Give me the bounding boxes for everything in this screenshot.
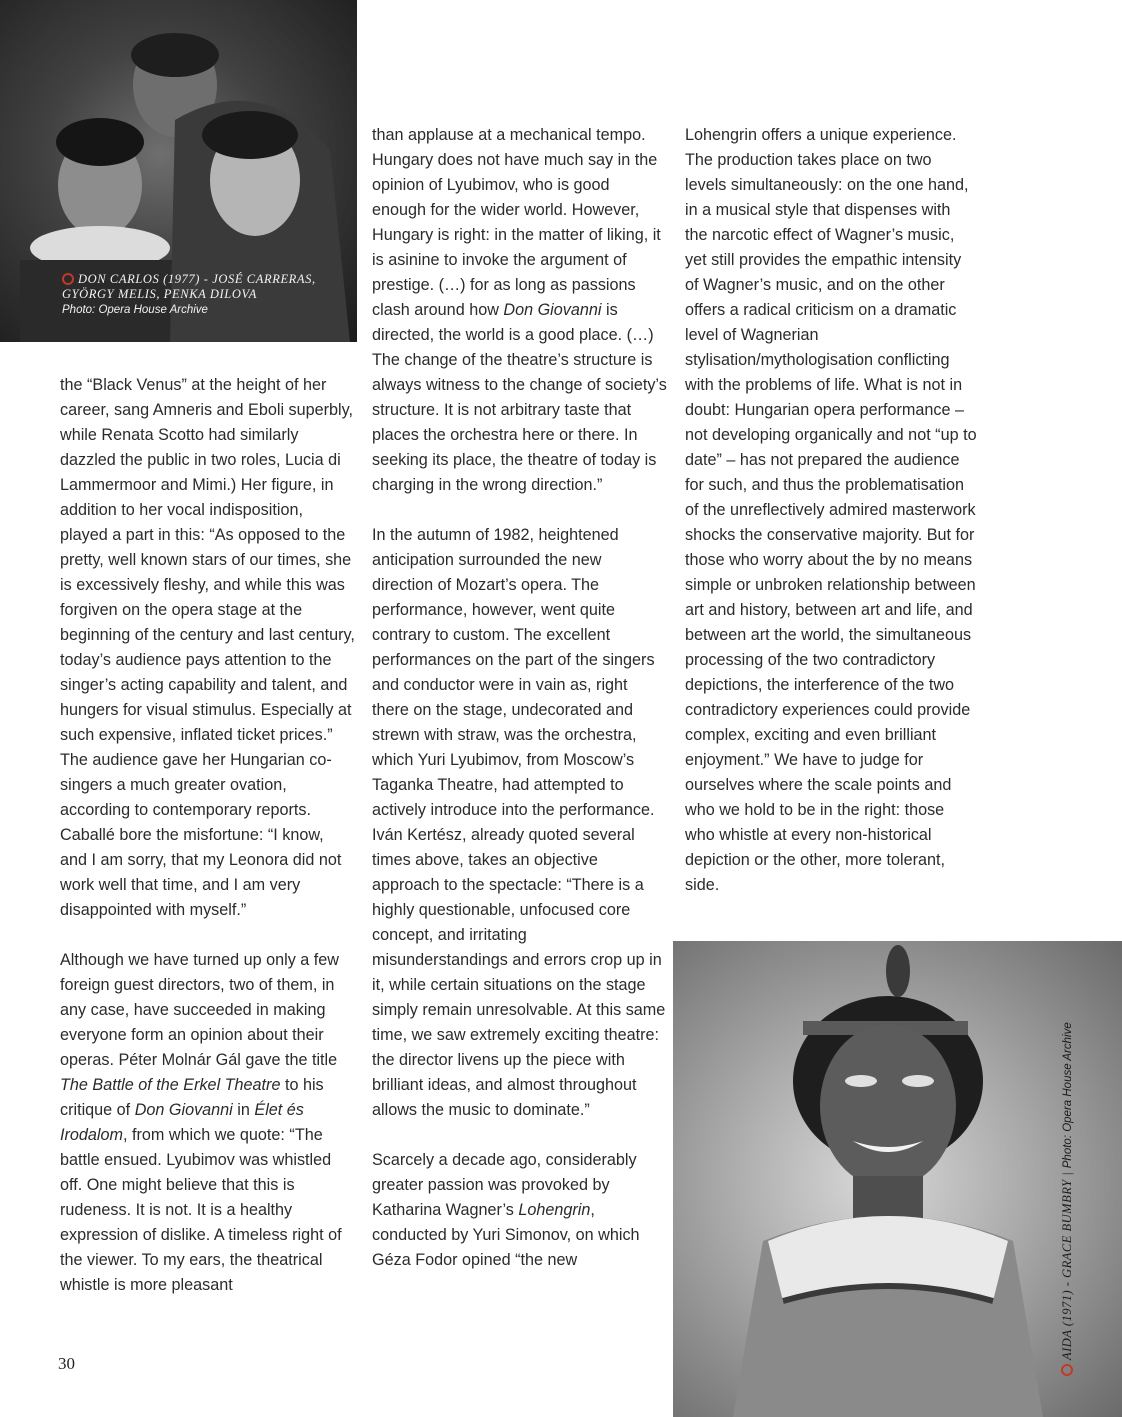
text-column-3 — [685, 123, 977, 898]
text-column-2 — [372, 123, 667, 1273]
aida-photo — [673, 941, 1122, 1417]
don-carlos-caption-title: DON CARLOS (1977) - JOSÉ CARRERAS, GYÖRGY MELIS, PENKA DILOVA — [62, 272, 316, 301]
aida-caption-separator: | — [1060, 1168, 1074, 1180]
text-run: to his critique of — [60, 1076, 324, 1119]
aida-caption-title: AIDA (1971) - GRACE BUMBRY — [1060, 1179, 1074, 1360]
text-run: , from which we quote: “The battle ensued. Lyubimov was whistled off. One might believe that this is rudeness. It is not. It is a healthy expression of dislike. A timeless right of the viewer. To my ears, the theatrical whistle is more pleasant — [60, 1126, 342, 1294]
text-run: Although we have turned up only a few foreign guest directors, two of them, in any case, have succeeded in making everyone form an opinion about their operas. Péter Molnár Gál gave the title — [60, 951, 339, 1069]
text-run: than applause at a mechanical tempo. Hungary does not have much say in the opinion of Lyubimov, who is good enough for the wider world. However, Hungary is right: in the matter of liking, it is asinine to invoke the argument of prestige. (…) for as long as passions clash around how — [372, 126, 661, 319]
col2-paragraph-3 — [372, 1148, 667, 1273]
caption-bullet-icon — [62, 273, 74, 285]
caption-bullet-icon — [1061, 1364, 1073, 1376]
col2-paragraph-2: In the autumn of 1982, heightened anticipation surrounded the new direction of Mozart’s opera. The performance, however, went quite contrary to custom. The excellent performances on the part of the singers and conductor were in vain as, right there on the stage, undecorated and strewn with straw, was the orchestra, which Yuri Lyubimov, from Moscow’s Taganka Theatre, had attempted to actively introduce into the performance. Iván Kertész, already quoted several times above, takes an objective approach to the spectacle: “There is a highly questionable, unfocused core concept, and irritating misunderstandings and errors crop up in it, while certain situations on the stage simply remain unresolvable. At this same time, we saw extremely exciting theatre: the director livens up the piece with brilliant ideas, and almost throughout allows the music to dominate.” — [372, 526, 666, 1119]
col3-paragraph-1: Lohengrin offers a unique experience. The production takes place on two levels simultaneously: on the one hand, in a musical style that dispenses with the narcotic effect of Wagner’s music, yet still provides the empathic intensity of Wagner’s music, and on the other offers a radical criticism on a dramatic level of Wagnerian stylisation/mythologisation conflicting with the problems of life. What is not in doubt: Hungarian opera performance – not developing organically and not “up to date” – has not prepared the audience for such, and thus the problematisation of the unreflectively admired masterwork shocks the conservative majority. But for those who worry about the by no means simple or unbroken relationship between art and history, between art and life, and between art the world, the simultaneous processing of the two contradictory depictions, the interference of the two contradictory experiences could provide complex, exciting and even brilliant enjoyment.” We have to judge for ourselves where the scale points and who we hold to be in the right: those who whistle at every non-historical depiction or the other, more tolerant, side. — [685, 126, 977, 894]
aida-photo-figure — [673, 941, 1122, 1417]
italic-title: Don Giovanni — [134, 1101, 233, 1119]
page-number: 30 — [58, 1354, 75, 1373]
text-run: Scarcely a decade ago, considerably greater passion was provoked by Katharina Wagner’s — [372, 1151, 637, 1219]
don-carlos-photo — [0, 0, 357, 342]
col1-paragraph-1: the “Black Venus” at the height of her career, sang Amneris and Eboli superbly, while Renata Scotto had similarly dazzled the public in two roles, Lucia di Lammermoor and Mimi.) Her figure, in addition to her vocal indisposition, played a part in this: “As opposed to the pretty, well known stars of our times, she is excessively fleshy, and while this was forgiven on the opera stage at the beginning of the century and last century, today’s audience pays attention to the singer’s acting capability and talent, and hungers for visual stimulus. Especially at such expensive, inflated ticket prices.” The audience gave her Hungarian co-singers a much greater ovation, according to contemporary reports. Caballé bore the misfortune: “I know, and I am sorry, that my Leonora did not work well that time, and I am very disappointed with myself.” — [60, 376, 355, 919]
text-column-1 — [60, 373, 355, 1298]
text-run: , conducted by Yuri Simonov, on which Géza Fodor opined “the new — [372, 1201, 640, 1269]
italic-title: Élet és Irodalom — [60, 1101, 304, 1144]
col2-paragraph-1 — [372, 123, 667, 498]
italic-title: The Battle of the Erkel Theatre — [60, 1076, 281, 1094]
don-carlos-photo-credit: Photo: Opera House Archive — [62, 304, 208, 316]
text-run: is directed, the world is a good place. (…) The change of the theatre’s structure is always witness to the change of society’s structure. It is not arbitrary taste that places the orchestra here or there. In seeking its place, the theatre of today is charging in the wrong direction.” — [372, 301, 667, 494]
italic-title: Don Giovanni — [503, 301, 602, 319]
don-carlos-caption — [62, 272, 352, 318]
text-run: in — [232, 1101, 255, 1119]
italic-title: Lohengrin — [518, 1201, 591, 1219]
col1-paragraph-2 — [60, 948, 355, 1298]
aida-photo-credit: Photo: Opera House Archive — [1062, 1022, 1074, 1169]
aida-caption — [1060, 956, 1080, 1376]
